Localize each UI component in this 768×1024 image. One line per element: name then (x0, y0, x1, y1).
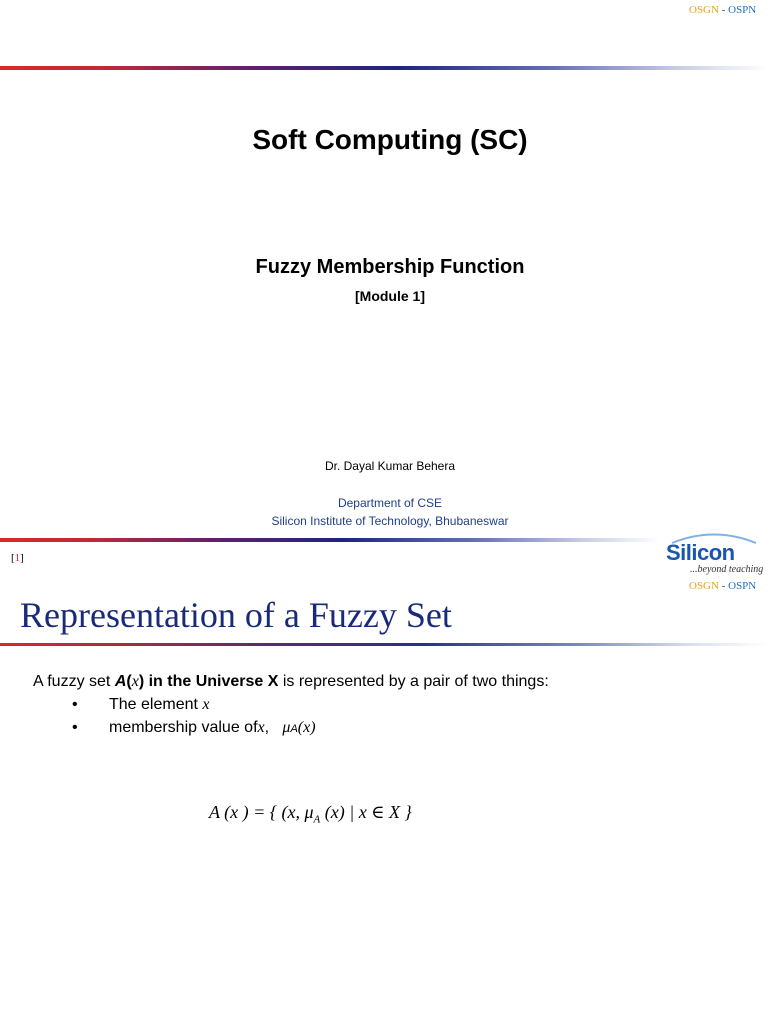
page-ref-close: ] (20, 552, 24, 564)
slide-nav (689, 4, 756, 16)
content-slide (0, 540, 768, 1024)
page-ref-number: 1 (14, 552, 21, 564)
slide-nav (689, 580, 756, 592)
intro-part1: A fuzzy set (33, 673, 115, 690)
bullet-text: The element (109, 696, 198, 713)
department: Department of CSE (337, 496, 443, 510)
osgn-link[interactable]: OSGN (689, 4, 719, 16)
slide-title: Soft Computing (SC) (252, 124, 528, 155)
ospn-link[interactable]: OSPN (728, 580, 757, 592)
mu-argument: (x) (297, 719, 316, 736)
mu-symbol: μ (282, 719, 291, 736)
slide-subtitle: Fuzzy Membership Function (255, 256, 525, 278)
intro-part3: is represented by a pair of two things: (278, 673, 549, 690)
universe-label: in the Universe X (144, 673, 279, 690)
formula-rhs: (x) | x ∈ X } (320, 802, 412, 822)
list-item (72, 716, 316, 741)
bullet-icon: • (72, 696, 78, 713)
formula-subscript: A (313, 813, 321, 826)
title-rule (0, 643, 768, 646)
logo-tagline: ...beyond teaching (690, 564, 764, 575)
intro-text (33, 670, 549, 693)
bullet-comma: , (264, 719, 270, 736)
formula-lhs-arg: (x ) = { (x, (219, 802, 305, 822)
bullet-math: x (202, 696, 210, 713)
variable-x: x (131, 673, 139, 690)
bullet-math: x (257, 719, 265, 736)
formula-lhs: A (209, 802, 220, 822)
paren-open: ( (126, 673, 132, 690)
nav-separator: - (721, 4, 726, 16)
bullet-text: membership value of (109, 719, 258, 736)
list-item (72, 693, 316, 716)
page-reference[interactable] (11, 552, 24, 564)
page-ref-open: [ (11, 552, 15, 564)
formula-mu: μ (304, 802, 314, 822)
nav-separator: - (721, 580, 726, 592)
header-rule (0, 66, 768, 70)
bullet-list (72, 693, 316, 741)
set-symbol: A (114, 673, 127, 690)
bullet-icon: • (72, 719, 78, 736)
logo-wordmark: Silicon (666, 540, 735, 565)
module-label: [Module 1] (355, 288, 425, 304)
mu-subscript: A (290, 723, 298, 735)
set-formula (209, 802, 412, 826)
osgn-link[interactable]: OSGN (689, 580, 719, 592)
institute: Silicon Institute of Technology, Bhubaneswar (271, 514, 509, 528)
paren-close: ) (138, 673, 145, 690)
slide-title: Representation of a Fuzzy Set (20, 595, 452, 635)
author-name: Dr. Dayal Kumar Behera (324, 459, 456, 473)
ospn-link[interactable]: OSPN (728, 4, 757, 16)
